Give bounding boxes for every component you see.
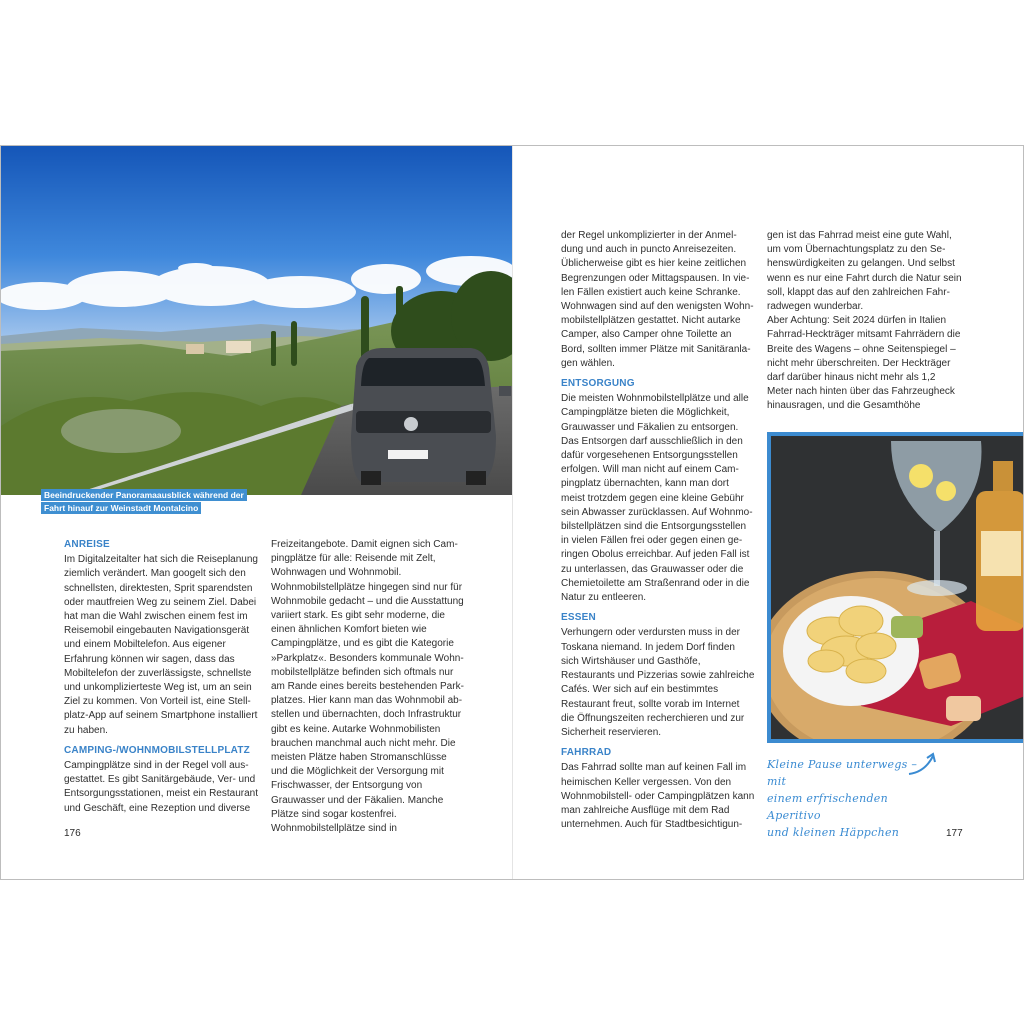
paragraph-essen: Verhungern oder verdursten muss in der Toskana niemand. In jedem Dorf finden sich Wirtshäuser und Gasthöfe, Restaurants und Pizzerias sowie zahlreiche Cafés. Wer sich auf ein bestimmtes Restaurant freut, sollte vorab im Internet die Öffnungszeiten recherchieren und zur Sicherheit reservieren. [561, 627, 755, 738]
heading-entsorgung: ENTSORGUNG [561, 378, 635, 390]
right-column-2 [767, 229, 963, 414]
landscape-photo [1, 146, 512, 495]
paragraph-fahrrad: Das Fahrrad sollte man auf keinen Fall im heimischen Keller vergessen. Von den Wohnmobilstell- oder Campingplätzen kann man zahlreiche Ausflüge mit dem Rad unternehmen. Auch für Stadtbesichtigun- [561, 762, 755, 831]
food-illustration [771, 436, 1024, 739]
heading-essen: ESSEN [561, 612, 596, 624]
paragraph-camping: Campingplätze sind in der Regel voll ausgestattet. Es gibt Sanitärgebäude, Ver- und Entsorgungsstationen, meist ein Restaurant und Geschäft, eine Rezeption und diverse [64, 760, 258, 814]
paragraph-anreise: Im Digitalzeitalter hat sich die Reiseplanung ziemlich verändert. Man googelt sich den schnellsten, direktesten, Sprit sparendsten oder mautfreien Weg zu seinem Ziel. Dabei hat man die Wahl zwischen einem fest im Reisemobil eingebauten Navigationsgerät und einem Mobiltelefon. Aus eigener Erfahrung können wir sagen, dass das Mobiltelefon der zuverlässigste, schnellste und unkomplizierteste Weg ist, um an sein Ziel zu kommen. Von Vorteil ist, eine Stellplatz-App auf seinem Smartphone installiert zu haben. [64, 554, 258, 736]
right-column-1 [561, 229, 755, 832]
page-number-left: 176 [64, 828, 81, 839]
heading-camping: CAMPING-/WOHNMOBILSTELLPLATZ [64, 744, 250, 756]
page-gutter-line [512, 146, 513, 879]
food-photo-inner [771, 436, 1024, 739]
paragraph-achtung: Aber Achtung: Seit 2024 dürfen in Italien Fahrrad-Heckträger mitsamt Fahrrädern die Breite des Wagens – ohne Seitenspiegel – nicht mehr überschreiten. Der Heckträger darf darüber hinaus nicht mehr als 1,2 Meter nach hinten über das Fahrzeugheck hinausragen, und die Gesamthöhe [767, 315, 961, 412]
paragraph-fahrrad-cont: gen ist das Fahrrad meist eine gute Wahl, um vom Übernachtungsplatz zu den Sehenswürdigkeiten zu gelangen. Und selbst wenn es nur eine Fahrt durch die Natur sein soll, klappt das auf den zahlreichen Fahrradwegen wunderbar. [767, 230, 962, 313]
left-column-1 [64, 538, 258, 816]
left-column-2 [271, 538, 465, 836]
curved-arrow-icon [905, 750, 939, 776]
caption-line-1: Beeindruckender Panoramaausblick während der [41, 489, 247, 501]
note-line-2: einem erfrischenden Aperitivo [767, 792, 888, 822]
paragraph-anmeldung: der Regel unkomplizierter in der Anmeldung und auch in puncto Anreisezeiten. Üblicherweise gibt es hier keine zeitlichen Begrenzungen oder Mittagspausen. In vielen Fällen existiert auch keine Schranke. Wohnwagen sind auf den wenigsten Wohnmobilstellplätzen gestattet. Nicht autarke Camper, also Camper ohne Toilette an Bord, sollten immer Plätze mit Sanitäranlagen wählen. [561, 230, 754, 369]
paragraph-stellplatz: Freizeitangebote. Damit eignen sich Campingplätze für alle: Reisende mit Zelt, Wohnwagen und Wohnmobil. Wohnmobilstellplätze hingegen sind nur für Wohnmobile gedacht – und die Ausstattung variiert stark. Es gibt sehr moderne, die einen ähnlichen Komfort bieten wie Campingplätze, und es gibt die Kategorie »Parkplatz«. Besonders kommunale Wohnmobilstellplätze befinden sich oftmals nur am Rande eines bereits bestehenden Parkplatzes. Hier kann man das Wohnmobil abstellen und übernachten, doch Infrastruktur gibt es keine. Autarke Wohnmobilisten brauchen manchmal auch nicht mehr. Die meisten Plätze haben Stromanschlüsse und die Möglichkeit der Versorgung mit Frischwasser, der Entsorgung von Grauwasser und der Fäkalien. Manche Plätze sind sogar kostenfrei. Wohnmobilstellplätze sind in [271, 539, 464, 835]
food-photo [767, 432, 1024, 743]
landscape-illustration [1, 146, 512, 495]
page-number-right: 177 [946, 828, 963, 839]
note-line-1: Kleine Pause unterwegs – mit [767, 758, 918, 788]
paragraph-entsorgung: Die meisten Wohnmobilstellplätze und alle Campingplätze bieten die Möglichkeit, Grauwasser und Fäkalien zu entsorgen. Das Entsorgen darf ausschließlich in den dafür vorgesehenen Entsorgungsstellen erfolgen. Will man nicht auf einem Campingplatz übernachten, kann man dort meist trotzdem gegen eine kleine Gebühr sein Abwasser zurücklassen. Auf Wohnmobilstellplätzen sind die Entsorgungsstellen in vielen Fällen frei oder gegen einen geringen Obolus erreichbar. Auf jeden Fall ist zu unterlassen, das Grauwasser oder die Chemietoilette am Straßenrand oder in die Natur zu entleeren. [561, 393, 753, 604]
photo-caption [41, 489, 247, 515]
note-line-3: und kleinen Häppchen [767, 826, 900, 839]
heading-fahrrad: FAHRRAD [561, 747, 612, 759]
caption-line-2: Fahrt hinauf zur Weinstadt Montalcino [41, 502, 201, 514]
heading-anreise: ANREISE [64, 539, 110, 550]
